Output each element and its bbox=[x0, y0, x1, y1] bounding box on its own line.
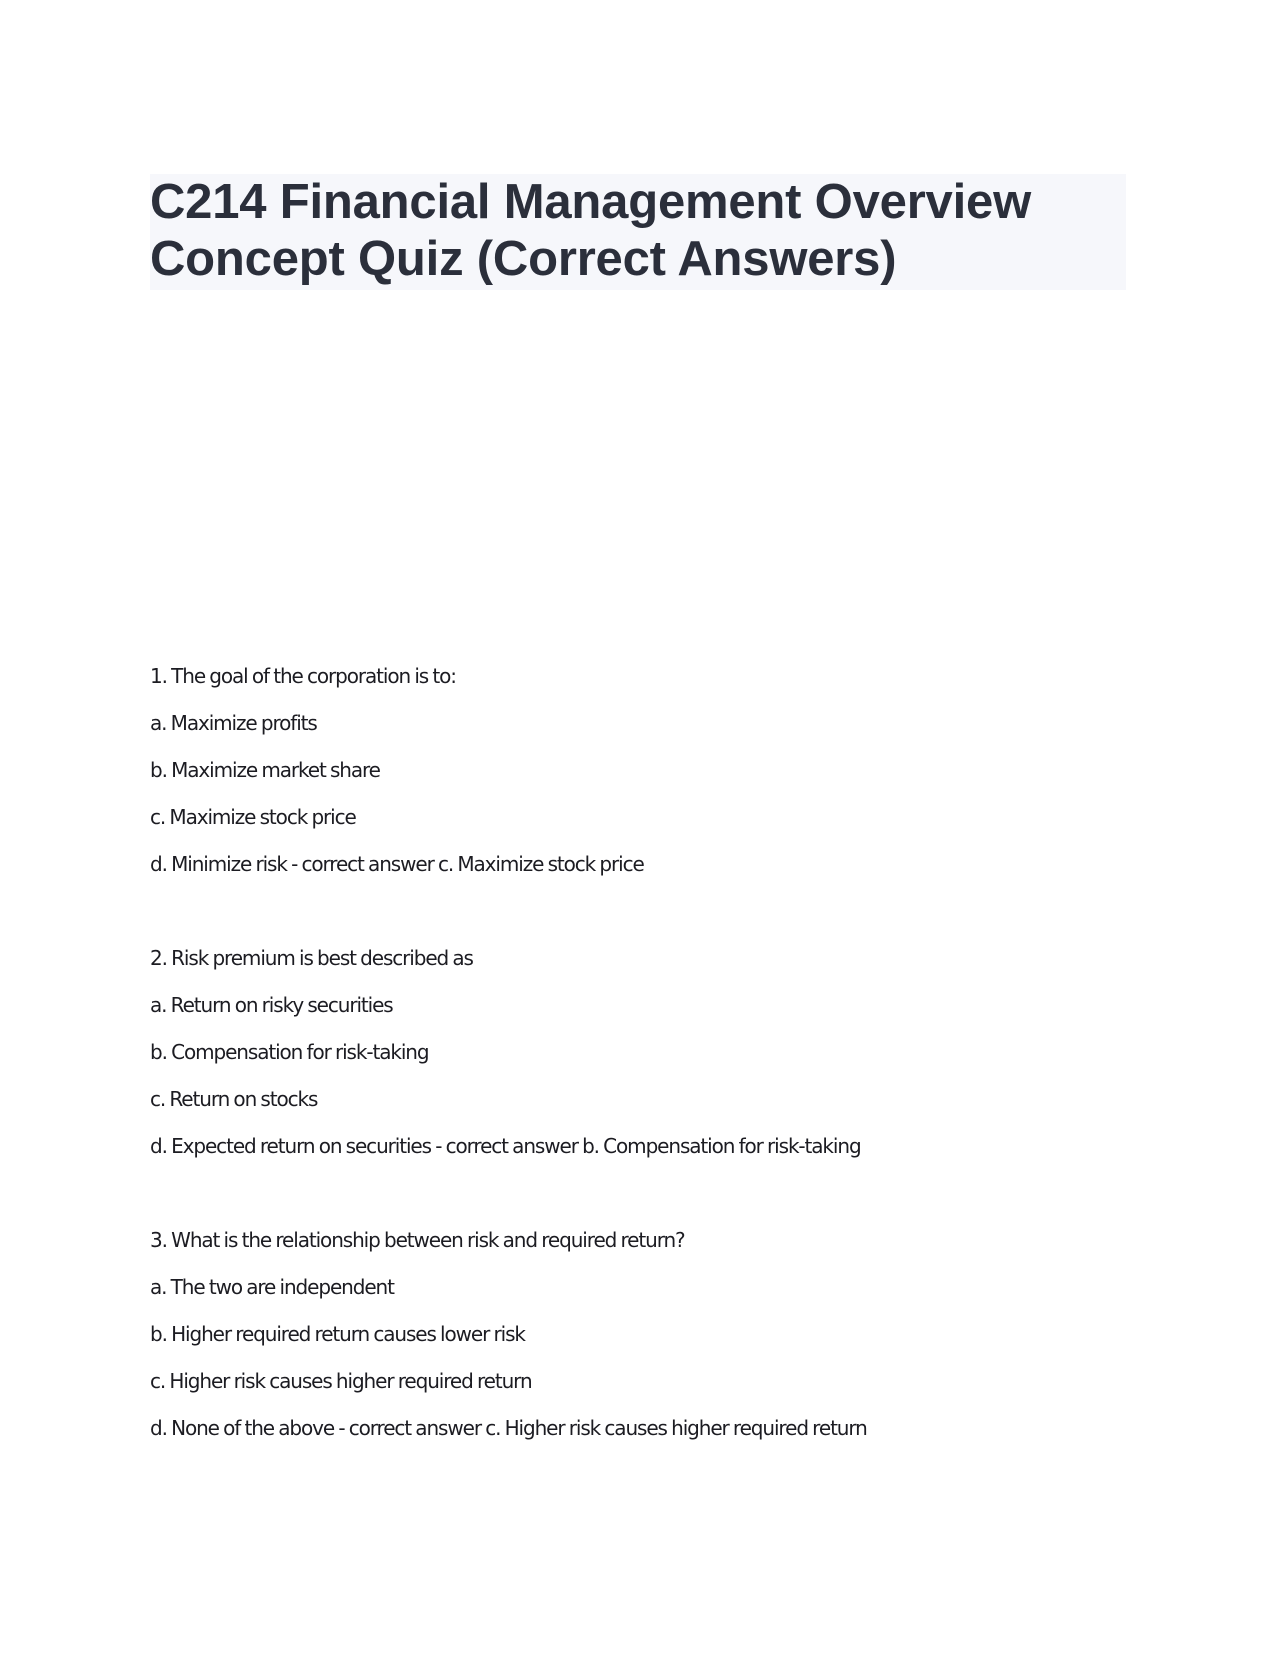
answer-option-d-with-correct-answer: d. Minimize risk - correct answer c. Maximize stock price bbox=[150, 852, 644, 876]
page-title bbox=[150, 174, 1126, 288]
answer-option-b: b. Maximize market share bbox=[150, 758, 380, 782]
question-2 bbox=[150, 944, 1150, 1179]
question-text: 1. The goal of the corporation is to: bbox=[150, 664, 456, 688]
title-line-1: C214 Financial Management Overview bbox=[150, 175, 1031, 229]
answer-option-c: c. Higher risk causes higher required return bbox=[150, 1369, 532, 1393]
answer-option-d-with-correct-answer: d. None of the above - correct answer c. Higher risk causes higher required return bbox=[150, 1416, 867, 1440]
answer-option-b: b. Compensation for risk-taking bbox=[150, 1040, 429, 1064]
answer-option-c: c. Maximize stock price bbox=[150, 805, 356, 829]
answer-option-a: a. Maximize profits bbox=[150, 711, 317, 735]
question-text: 3. What is the relationship between risk and required return? bbox=[150, 1228, 685, 1252]
question-list bbox=[150, 662, 1150, 1508]
question-1 bbox=[150, 662, 1150, 897]
question-3 bbox=[150, 1226, 1150, 1461]
title-line-2: Concept Quiz (Correct Answers) bbox=[150, 232, 897, 286]
answer-option-a: a. Return on risky securities bbox=[150, 993, 393, 1017]
answer-option-c: c. Return on stocks bbox=[150, 1087, 318, 1111]
answer-option-b: b. Higher required return causes lower risk bbox=[150, 1322, 525, 1346]
question-text: 2. Risk premium is best described as bbox=[150, 946, 473, 970]
answer-option-a: a. The two are independent bbox=[150, 1275, 394, 1299]
answer-option-d-with-correct-answer: d. Expected return on securities - correct answer b. Compensation for risk-taking bbox=[150, 1134, 861, 1158]
title-box bbox=[150, 174, 1126, 290]
